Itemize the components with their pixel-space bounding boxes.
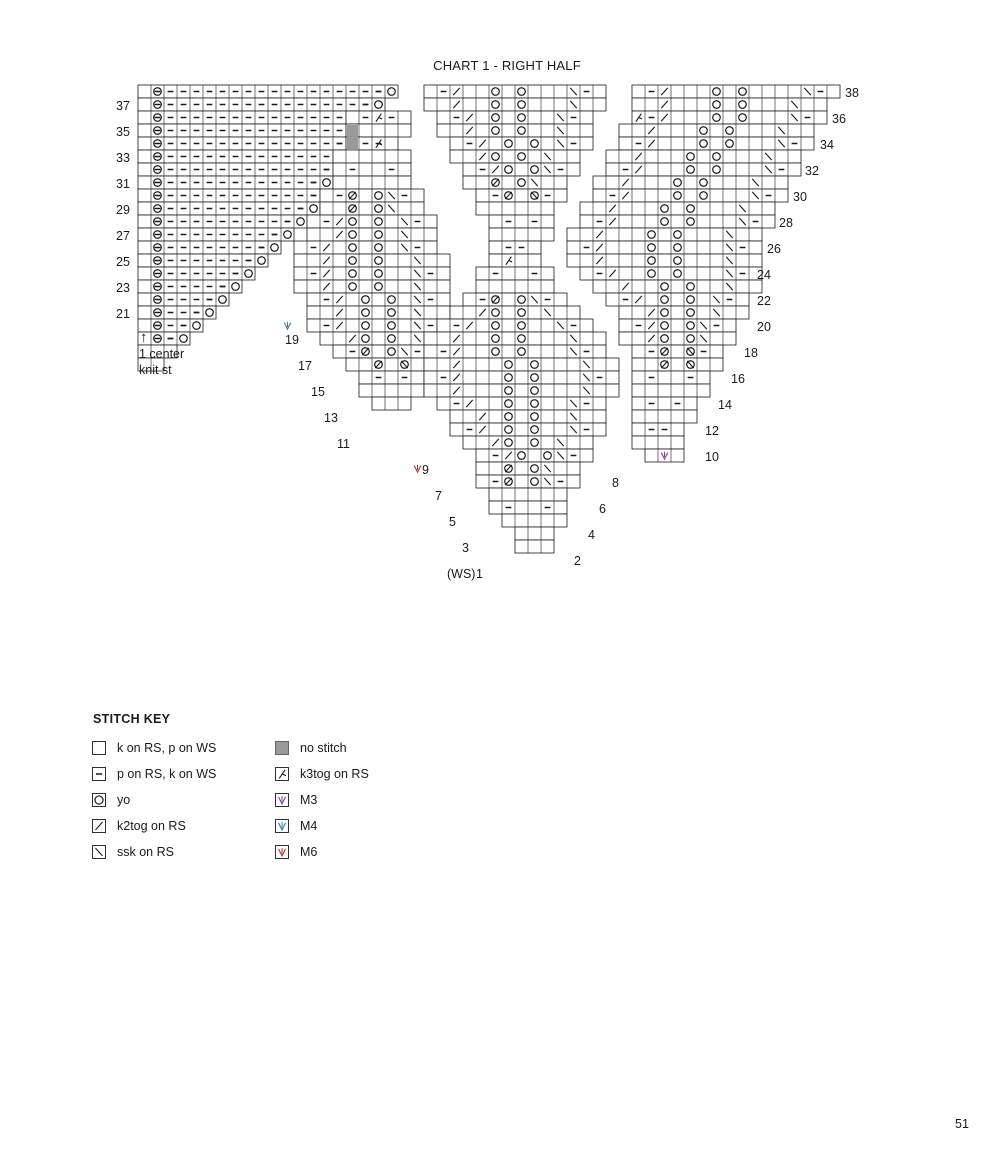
up-arrow-icon: ↑ — [140, 329, 148, 346]
row-label-15: 15 — [311, 385, 325, 399]
chart-row — [346, 358, 437, 371]
chart-row — [294, 280, 450, 293]
chart-row — [138, 163, 346, 176]
chart-row — [450, 137, 593, 150]
no-stitch-symbol-icon — [275, 741, 289, 755]
chart-row — [515, 527, 554, 540]
row-label-36: 36 — [832, 112, 846, 126]
chart-row — [567, 254, 762, 267]
row-label-4: 4 — [588, 528, 595, 542]
chart-row — [359, 384, 424, 397]
chart-row — [463, 176, 567, 189]
row-label-33: 33 — [116, 151, 130, 165]
chart-row — [476, 449, 593, 462]
chart-row — [138, 306, 216, 319]
key-item-ssk — [92, 839, 216, 865]
row-label-8: 8 — [612, 476, 619, 490]
m6-symbol-icon — [275, 845, 289, 859]
chart-row — [632, 410, 697, 423]
chart-row — [138, 85, 398, 98]
yo-symbol-icon — [92, 793, 106, 807]
chart-row — [619, 319, 736, 332]
row-label-21: 21 — [116, 307, 130, 321]
row-label-26: 26 — [767, 242, 781, 256]
row-label-20: 20 — [757, 320, 771, 334]
chart-row — [424, 332, 606, 345]
chart-row — [424, 384, 619, 397]
chart-row — [567, 228, 762, 241]
row-label-9: 9 — [422, 463, 429, 477]
row-label-16: 16 — [731, 372, 745, 386]
row-label-38: 38 — [845, 86, 859, 100]
stitch-key-title: STITCH KEY — [93, 712, 171, 726]
chart-row — [307, 215, 437, 228]
chart-row — [489, 488, 567, 501]
key-item-m6 — [275, 839, 369, 865]
row-label-19: 19 — [285, 333, 299, 347]
chart-row — [424, 85, 606, 98]
row-label-31: 31 — [116, 177, 130, 191]
row-label-30: 30 — [793, 190, 807, 204]
chart-row — [138, 137, 359, 150]
chart-row — [424, 358, 619, 371]
chart-row — [632, 436, 684, 449]
chart-row — [138, 280, 242, 293]
chart-row — [489, 215, 554, 228]
chart-row — [489, 254, 541, 267]
row-label-3: 3 — [462, 541, 469, 555]
chart-row — [359, 371, 424, 384]
chart-row — [580, 202, 775, 215]
chart-row — [138, 254, 268, 267]
chart-row — [606, 163, 801, 176]
chart-row — [606, 150, 801, 163]
m4-symbol-icon — [275, 819, 289, 833]
chart-row — [138, 215, 307, 228]
row-label-17: 17 — [298, 359, 312, 373]
chart-row — [593, 280, 762, 293]
chart-row — [476, 189, 567, 202]
row-label-27: 27 — [116, 229, 130, 243]
chart-row — [320, 202, 424, 215]
chart-row — [138, 267, 255, 280]
chart-row — [632, 345, 723, 358]
chart-row — [424, 345, 606, 358]
chart-row — [463, 293, 567, 306]
chart-row — [632, 98, 827, 111]
chart-row — [580, 267, 762, 280]
chart-row — [333, 163, 411, 176]
key-item-knit — [92, 735, 216, 761]
chart-row — [632, 371, 710, 384]
chart-row — [593, 176, 788, 189]
chart-row — [138, 124, 372, 137]
chart-row — [632, 358, 723, 371]
key-label: k3tog on RS — [300, 767, 369, 781]
chart-row — [437, 319, 593, 332]
row-label-5: 5 — [449, 515, 456, 529]
chart-row — [450, 423, 606, 436]
purl-symbol-icon — [92, 767, 106, 781]
chart-row — [424, 98, 606, 111]
top-center-block — [424, 85, 619, 553]
key-label: M4 — [300, 819, 318, 833]
chart-row — [619, 332, 736, 345]
chart-row — [333, 176, 411, 189]
chart-row — [437, 124, 593, 137]
chart-row — [138, 241, 281, 254]
chart-row — [476, 475, 580, 488]
chart-row — [502, 514, 567, 527]
row-label-32: 32 — [805, 164, 819, 178]
row-label-35: 35 — [116, 125, 130, 139]
row-label-37: 37 — [116, 99, 130, 113]
ws-label: (WS) — [447, 567, 476, 581]
chart-row — [450, 150, 580, 163]
chart-row — [632, 111, 827, 124]
key-label: no stitch — [300, 741, 347, 755]
center-note-line-1: 1 center — [139, 347, 185, 361]
row-label-14: 14 — [718, 398, 732, 412]
chart-row — [333, 150, 411, 163]
key-item-yo — [92, 787, 216, 813]
row-label-12: 12 — [705, 424, 719, 438]
chart-row — [489, 501, 567, 514]
chart-row — [437, 397, 606, 410]
chart-row — [593, 189, 788, 202]
chart-row — [489, 228, 554, 241]
k2tog-symbol-icon — [92, 819, 106, 833]
key-label: k on RS, p on WS — [117, 741, 217, 755]
stitch-key-right-column — [275, 735, 369, 865]
row-label-25: 25 — [116, 255, 130, 269]
key-label: yo — [117, 793, 131, 807]
row-label-11: 11 — [337, 437, 350, 451]
k3tog-symbol-icon — [275, 767, 289, 781]
chart-row — [619, 306, 749, 319]
chart-row — [294, 254, 450, 267]
chart-row — [606, 293, 749, 306]
row-label-23: 23 — [116, 281, 130, 295]
chart-row — [138, 176, 333, 189]
row-label-29: 29 — [116, 203, 130, 217]
chart-title: CHART 1 - RIGHT HALF — [433, 58, 581, 73]
key-item-k2tog — [92, 813, 216, 839]
right-panel — [567, 85, 840, 462]
row-label-22: 22 — [757, 294, 771, 308]
row-label-1: 1 — [476, 567, 483, 581]
chart-row — [567, 241, 762, 254]
chart-row — [307, 293, 450, 306]
page-number: 51 — [955, 1117, 969, 1131]
chart-row — [138, 202, 320, 215]
center-stitch-note — [139, 330, 229, 378]
knit-symbol-icon — [92, 741, 106, 755]
key-label: M3 — [300, 793, 318, 807]
row-label-28: 28 — [779, 216, 793, 230]
chart-row — [138, 228, 294, 241]
chart-row — [138, 150, 359, 163]
chart-row — [632, 384, 710, 397]
chart-row — [138, 293, 229, 306]
row-label-2: 2 — [574, 554, 581, 568]
key-label: M6 — [300, 845, 318, 859]
chart-row — [437, 111, 593, 124]
key-item-no-stitch — [275, 735, 369, 761]
row-label-34: 34 — [820, 138, 834, 152]
chart-row — [632, 423, 684, 436]
chart-row — [476, 202, 554, 215]
row-label-18: 18 — [744, 346, 758, 360]
chart-row — [619, 124, 814, 137]
m3-symbol-icon — [275, 793, 289, 807]
chart-row — [580, 215, 775, 228]
chart-row — [294, 267, 450, 280]
chart-row — [515, 540, 554, 553]
row-label-24: 24 — [757, 268, 771, 282]
ssk-symbol-icon — [92, 845, 106, 859]
chart-row — [333, 345, 437, 358]
chart-grid — [138, 85, 840, 553]
row-label-7: 7 — [435, 489, 442, 503]
chart-row — [632, 85, 840, 98]
center-note-line-2: knit st — [139, 363, 172, 377]
chart-row — [138, 189, 333, 202]
chart-row — [489, 241, 541, 254]
key-label: ssk on RS — [117, 845, 174, 859]
key-item-purl — [92, 761, 216, 787]
stitch-key-left-column — [92, 735, 216, 865]
chart-row — [476, 280, 554, 293]
chart-row — [476, 462, 580, 475]
chart-row — [307, 228, 437, 241]
key-item-k3tog — [275, 761, 369, 787]
chart-row — [372, 397, 411, 410]
key-label: k2tog on RS — [117, 819, 186, 833]
key-item-m4 — [275, 813, 369, 839]
row-label-10: 10 — [705, 450, 719, 464]
chart-row — [476, 267, 554, 280]
row-label-6: 6 — [599, 502, 606, 516]
chart-row — [294, 241, 437, 254]
chart-row — [619, 137, 814, 150]
key-label: p on RS, k on WS — [117, 767, 217, 781]
row-label-13: 13 — [324, 411, 338, 425]
chart-row — [632, 397, 697, 410]
key-item-m3 — [275, 787, 369, 813]
chart-row — [307, 306, 450, 319]
chart-row — [320, 189, 424, 202]
chart-row — [450, 306, 580, 319]
chart-row — [463, 436, 593, 449]
chart-row — [138, 98, 385, 111]
chart-row — [463, 163, 580, 176]
chart-row — [307, 319, 450, 332]
chart-row — [424, 371, 619, 384]
chart-row — [450, 410, 606, 423]
